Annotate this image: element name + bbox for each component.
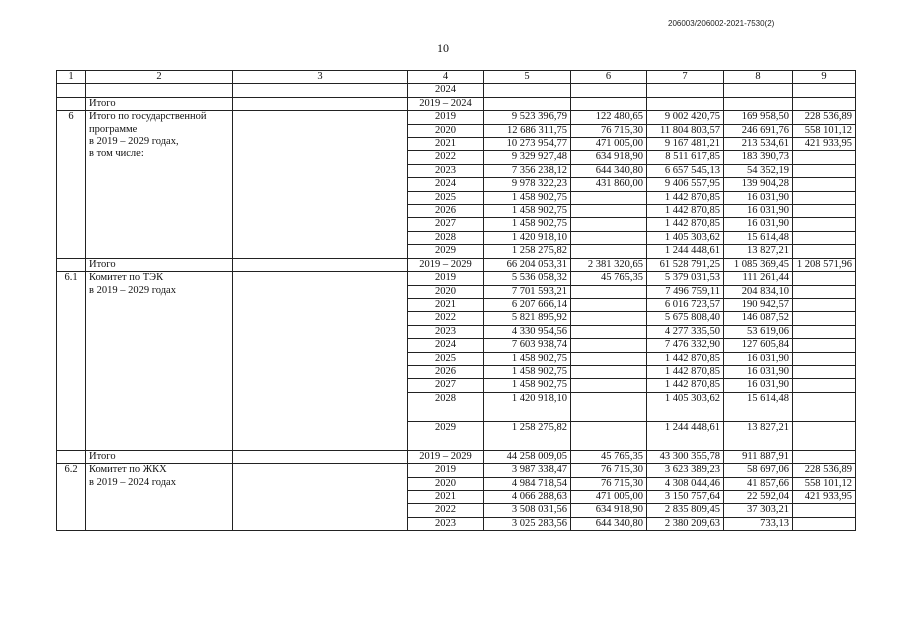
- value-cell: 111 261,44: [724, 272, 793, 285]
- document-id: 206003/206002-2021-7530(2): [668, 19, 775, 28]
- value-cell: 11 804 803,57: [647, 124, 724, 137]
- value-cell: [793, 178, 856, 191]
- value-cell: 6 016 723,57: [647, 298, 724, 311]
- value-cell: 1 442 870,85: [647, 191, 724, 204]
- value-cell: 1 244 448,61: [647, 245, 724, 258]
- value-cell: 3 025 283,56: [484, 517, 571, 530]
- value-cell: [793, 352, 856, 365]
- value-cell: [793, 84, 856, 97]
- value-cell: 169 958,50: [724, 111, 793, 124]
- value-cell: 1 442 870,85: [647, 379, 724, 392]
- year-cell: 2028: [408, 392, 484, 421]
- value-cell: 16 031,90: [724, 379, 793, 392]
- value-cell: 12 686 311,75: [484, 124, 571, 137]
- page-number: 10: [437, 41, 449, 55]
- table-row: [57, 464, 856, 477]
- value-cell: [793, 312, 856, 325]
- value-cell: 61 528 791,25: [647, 258, 724, 271]
- value-cell: 122 480,65: [571, 111, 647, 124]
- value-cell: [571, 245, 647, 258]
- year-cell: 2019: [408, 111, 484, 124]
- value-cell: 53 619,06: [724, 325, 793, 338]
- row-number-cell: [57, 84, 86, 97]
- year-cell: 2022: [408, 504, 484, 517]
- table-row: [57, 84, 856, 97]
- value-cell: 471 005,00: [571, 138, 647, 151]
- value-cell: [793, 205, 856, 218]
- section-name-cell: [86, 111, 233, 258]
- value-cell: [571, 421, 647, 450]
- value-cell: [571, 84, 647, 97]
- section-name-line: в 2019 – 2024 годах: [89, 476, 176, 488]
- value-cell: 15 614,48: [724, 392, 793, 421]
- value-cell: 246 691,76: [724, 124, 793, 137]
- section-number-cell: 6: [57, 111, 86, 258]
- year-cell: 2020: [408, 285, 484, 298]
- value-cell: 1 258 275,82: [484, 245, 571, 258]
- year-cell: 2024: [408, 339, 484, 352]
- value-cell: [571, 379, 647, 392]
- value-cell: 183 390,73: [724, 151, 793, 164]
- section-name-line: в 2019 – 2029 годах: [89, 284, 176, 296]
- value-cell: 16 031,90: [724, 191, 793, 204]
- year-cell: 2027: [408, 218, 484, 231]
- value-cell: 4 330 954,56: [484, 325, 571, 338]
- value-cell: 1 405 303,62: [647, 392, 724, 421]
- value-cell: [793, 218, 856, 231]
- table-row: [57, 111, 856, 124]
- value-cell: 4 277 335,50: [647, 325, 724, 338]
- value-cell: 558 101,12: [793, 477, 856, 490]
- value-cell: 1 458 902,75: [484, 218, 571, 231]
- value-cell: [571, 285, 647, 298]
- year-cell: 2022: [408, 151, 484, 164]
- value-cell: 9 167 481,21: [647, 138, 724, 151]
- value-cell: [793, 245, 856, 258]
- value-cell: 1 442 870,85: [647, 205, 724, 218]
- table-row: [57, 97, 856, 110]
- value-cell: [647, 84, 724, 97]
- value-cell: [571, 298, 647, 311]
- value-cell: 3 508 031,56: [484, 504, 571, 517]
- col3-cell: [233, 450, 408, 463]
- value-cell: 43 300 355,78: [647, 450, 724, 463]
- year-cell: 2026: [408, 365, 484, 378]
- value-cell: 7 701 593,21: [484, 285, 571, 298]
- value-cell: [571, 97, 647, 110]
- year-cell: 2019: [408, 272, 484, 285]
- year-cell: 2026: [408, 205, 484, 218]
- value-cell: [793, 97, 856, 110]
- value-cell: 5 379 031,53: [647, 272, 724, 285]
- col3-cell: [233, 464, 408, 531]
- value-cell: 1 420 918,10: [484, 231, 571, 244]
- column-number-row: [57, 71, 856, 84]
- value-cell: 5 536 058,32: [484, 272, 571, 285]
- value-cell: 16 031,90: [724, 205, 793, 218]
- value-cell: 37 303,21: [724, 504, 793, 517]
- value-cell: [571, 205, 647, 218]
- value-cell: 5 675 808,40: [647, 312, 724, 325]
- year-cell: 2023: [408, 325, 484, 338]
- value-cell: [793, 339, 856, 352]
- value-cell: [571, 191, 647, 204]
- value-cell: 1 208 571,96: [793, 258, 856, 271]
- year-cell: 2027: [408, 379, 484, 392]
- value-cell: 733,13: [724, 517, 793, 530]
- value-cell: 10 273 954,77: [484, 138, 571, 151]
- value-cell: 5 821 895,92: [484, 312, 571, 325]
- value-cell: 7 356 238,12: [484, 164, 571, 177]
- year-cell: 2025: [408, 191, 484, 204]
- column-number-cell: 9: [793, 71, 856, 84]
- year-cell: 2029: [408, 421, 484, 450]
- value-cell: [793, 191, 856, 204]
- value-cell: [571, 352, 647, 365]
- value-cell: 15 614,48: [724, 231, 793, 244]
- value-cell: 9 406 557,95: [647, 178, 724, 191]
- value-cell: 9 002 420,75: [647, 111, 724, 124]
- value-cell: [484, 84, 571, 97]
- column-number-cell: 8: [724, 71, 793, 84]
- column-number-cell: 1: [57, 71, 86, 84]
- value-cell: 8 511 617,85: [647, 151, 724, 164]
- year-cell: 2019: [408, 464, 484, 477]
- value-cell: 634 918,90: [571, 151, 647, 164]
- section-name-cell: [86, 464, 233, 531]
- value-cell: [571, 339, 647, 352]
- col3-cell: [233, 84, 408, 97]
- value-cell: [793, 392, 856, 421]
- value-cell: 7 476 332,90: [647, 339, 724, 352]
- section-name-cell: [86, 272, 233, 451]
- year-cell: 2019 – 2029: [408, 450, 484, 463]
- table-body: [57, 71, 856, 531]
- value-cell: 2 380 209,63: [647, 517, 724, 530]
- value-cell: 45 765,35: [571, 272, 647, 285]
- section-name-line: Итого по государственной: [89, 111, 207, 123]
- value-cell: [793, 365, 856, 378]
- value-cell: 41 857,66: [724, 477, 793, 490]
- value-cell: 4 308 044,46: [647, 477, 724, 490]
- value-cell: 1 458 902,75: [484, 352, 571, 365]
- value-cell: [571, 365, 647, 378]
- section-number-cell: 6.2: [57, 464, 86, 531]
- year-cell: 2022: [408, 312, 484, 325]
- value-cell: 228 536,89: [793, 111, 856, 124]
- year-cell: 2020: [408, 124, 484, 137]
- value-cell: 558 101,12: [793, 124, 856, 137]
- year-cell: 2020: [408, 477, 484, 490]
- value-cell: [793, 285, 856, 298]
- year-cell: 2024: [408, 178, 484, 191]
- year-cell: 2023: [408, 517, 484, 530]
- value-cell: 421 933,95: [793, 490, 856, 503]
- row-name-cell: Итого: [86, 97, 233, 110]
- section-name-line: Комитет по ЖКХ: [89, 464, 167, 476]
- year-cell: 2028: [408, 231, 484, 244]
- section-name-line: программе: [89, 123, 138, 135]
- value-cell: 1 442 870,85: [647, 218, 724, 231]
- value-cell: [647, 97, 724, 110]
- value-cell: [571, 312, 647, 325]
- value-cell: [793, 231, 856, 244]
- col3-cell: [233, 97, 408, 110]
- value-cell: 4 984 718,54: [484, 477, 571, 490]
- value-cell: 204 834,10: [724, 285, 793, 298]
- value-cell: 471 005,00: [571, 490, 647, 503]
- value-cell: [793, 450, 856, 463]
- value-cell: [571, 325, 647, 338]
- column-number-cell: 2: [86, 71, 233, 84]
- value-cell: 13 827,21: [724, 245, 793, 258]
- value-cell: 2 381 320,65: [571, 258, 647, 271]
- value-cell: 2 835 809,45: [647, 504, 724, 517]
- value-cell: 6 207 666,14: [484, 298, 571, 311]
- value-cell: 45 765,35: [571, 450, 647, 463]
- value-cell: [793, 272, 856, 285]
- value-cell: 44 258 009,05: [484, 450, 571, 463]
- value-cell: 16 031,90: [724, 352, 793, 365]
- value-cell: 3 623 389,23: [647, 464, 724, 477]
- total-label-cell: Итого: [86, 258, 233, 271]
- value-cell: 213 534,61: [724, 138, 793, 151]
- year-cell: 2029: [408, 245, 484, 258]
- value-cell: 3 150 757,64: [647, 490, 724, 503]
- value-cell: 1 258 275,82: [484, 421, 571, 450]
- value-cell: 911 887,91: [724, 450, 793, 463]
- col3-cell: [233, 272, 408, 451]
- column-number-cell: 4: [408, 71, 484, 84]
- column-number-cell: 6: [571, 71, 647, 84]
- value-cell: 13 827,21: [724, 421, 793, 450]
- value-cell: 9 523 396,79: [484, 111, 571, 124]
- value-cell: 54 352,19: [724, 164, 793, 177]
- year-cell: 2019 – 2024: [408, 97, 484, 110]
- value-cell: 66 204 053,31: [484, 258, 571, 271]
- value-cell: 146 087,52: [724, 312, 793, 325]
- year-cell: 2024: [408, 84, 484, 97]
- value-cell: 58 697,06: [724, 464, 793, 477]
- value-cell: 1 442 870,85: [647, 365, 724, 378]
- value-cell: 4 066 288,63: [484, 490, 571, 503]
- year-cell: 2019 – 2029: [408, 258, 484, 271]
- row-number-cell: [57, 258, 86, 271]
- value-cell: 1 458 902,75: [484, 379, 571, 392]
- value-cell: 190 942,57: [724, 298, 793, 311]
- col3-cell: [233, 111, 408, 258]
- year-cell: 2021: [408, 298, 484, 311]
- value-cell: 22 592,04: [724, 490, 793, 503]
- value-cell: 16 031,90: [724, 365, 793, 378]
- value-cell: 1 458 902,75: [484, 205, 571, 218]
- total-label-cell: Итого: [86, 450, 233, 463]
- column-number-cell: 3: [233, 71, 408, 84]
- value-cell: 76 715,30: [571, 477, 647, 490]
- value-cell: 139 904,28: [724, 178, 793, 191]
- year-cell: 2021: [408, 138, 484, 151]
- value-cell: [793, 298, 856, 311]
- year-cell: 2021: [408, 490, 484, 503]
- row-number-cell: [57, 450, 86, 463]
- value-cell: 1 420 918,10: [484, 392, 571, 421]
- section-name-line: Комитет по ТЭК: [89, 272, 164, 284]
- value-cell: [724, 97, 793, 110]
- column-number-cell: 7: [647, 71, 724, 84]
- value-cell: 421 933,95: [793, 138, 856, 151]
- year-cell: 2025: [408, 352, 484, 365]
- value-cell: 1 244 448,61: [647, 421, 724, 450]
- value-cell: 9 329 927,48: [484, 151, 571, 164]
- value-cell: 3 987 338,47: [484, 464, 571, 477]
- value-cell: 644 340,80: [571, 164, 647, 177]
- value-cell: 16 031,90: [724, 218, 793, 231]
- value-cell: 76 715,30: [571, 124, 647, 137]
- value-cell: 644 340,80: [571, 517, 647, 530]
- value-cell: [793, 325, 856, 338]
- value-cell: 127 605,84: [724, 339, 793, 352]
- total-row: [57, 258, 856, 271]
- value-cell: [571, 392, 647, 421]
- funding-table: [56, 70, 856, 531]
- value-cell: [484, 97, 571, 110]
- value-cell: 228 536,89: [793, 464, 856, 477]
- value-cell: [793, 517, 856, 530]
- value-cell: [793, 151, 856, 164]
- section-name-line: в том числе:: [89, 148, 144, 160]
- col3-cell: [233, 258, 408, 271]
- value-cell: 76 715,30: [571, 464, 647, 477]
- value-cell: 1 442 870,85: [647, 352, 724, 365]
- value-cell: [793, 164, 856, 177]
- value-cell: 1 458 902,75: [484, 365, 571, 378]
- row-number-cell: [57, 97, 86, 110]
- column-number-cell: 5: [484, 71, 571, 84]
- section-number-cell: 6.1: [57, 272, 86, 451]
- value-cell: 1 085 369,45: [724, 258, 793, 271]
- value-cell: 7 603 938,74: [484, 339, 571, 352]
- section-name-line: в 2019 – 2029 годах,: [89, 136, 179, 148]
- value-cell: 7 496 759,11: [647, 285, 724, 298]
- value-cell: 431 860,00: [571, 178, 647, 191]
- row-name-cell: [86, 84, 233, 97]
- value-cell: [571, 231, 647, 244]
- value-cell: 634 918,90: [571, 504, 647, 517]
- value-cell: [793, 379, 856, 392]
- value-cell: [571, 218, 647, 231]
- value-cell: 1 458 902,75: [484, 191, 571, 204]
- total-row: [57, 450, 856, 463]
- year-cell: 2023: [408, 164, 484, 177]
- value-cell: [793, 421, 856, 450]
- value-cell: [724, 84, 793, 97]
- value-cell: 9 978 322,23: [484, 178, 571, 191]
- table-row: [57, 272, 856, 285]
- value-cell: 6 657 545,13: [647, 164, 724, 177]
- value-cell: 1 405 303,62: [647, 231, 724, 244]
- value-cell: [793, 504, 856, 517]
